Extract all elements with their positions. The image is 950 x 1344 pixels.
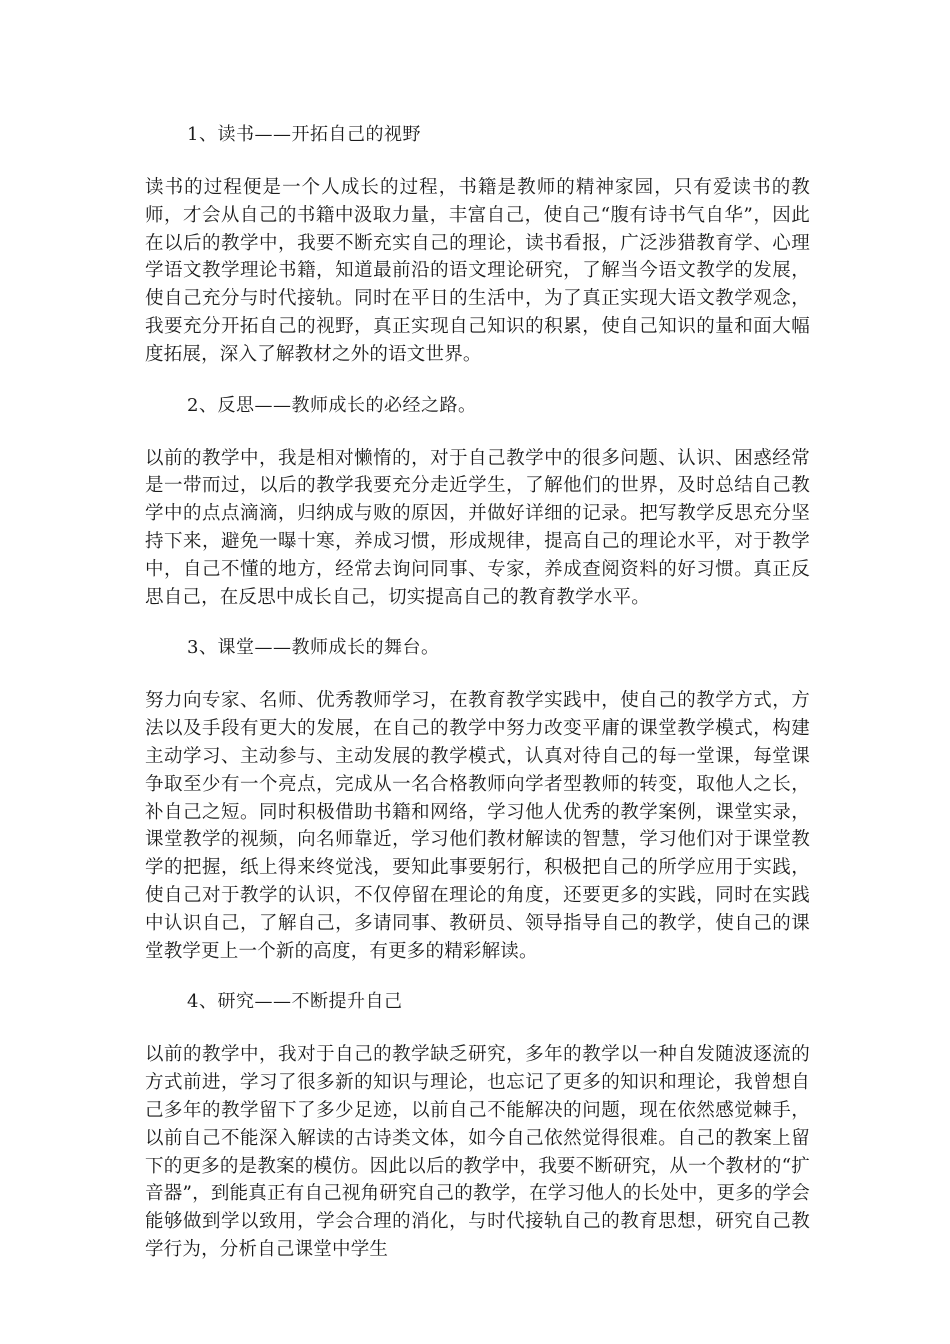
section-heading-reflection: 2、反思——教师成长的必经之路。 [187, 394, 477, 416]
section-heading-research: 4、研究——不断提升自己 [187, 991, 403, 1013]
section-paragraph-research: 以前的教学中，我对于自己的教学缺乏研究，多年的教学以一种自发随波逐流的方式前进，学习了很多新的知识与理论，也忘记了更多的知识和理论，我曾想自己多年的教学留下了多少足迹，以前自己不能解决的问题，现在依然感觉棘手，以前自己不能深入解读的古诗类文体，如今自己依然觉得很难。自己的教案上留下的更多的是教案的模仿。因此以后的教学中，我要不断研究，从一个教材的“扩音器”，到能真正有自己视角研究自己的教学，在学习他人的长处中，更多的学会能够做到学以致用，学会合理的消化，与时代接轨自己的教育思想，研究自己教学行为，分析自己课堂中学生 [145, 1044, 810, 1260]
section-paragraph-reading: 读书的过程便是一个人成长的过程，书籍是教师的精神家园，只有爱读书的教师，才会从自己的书籍中汲取力量，丰富自己，使自己“腹有诗书气自华”，因此在以后的教学中，我要不断充实自己的理论，读书看报，广泛涉猎教育学、心理学语文教学理论书籍，知道最前沿的语文理论研究，了解当今语文教学的发展，使自己充分与时代接轨。同时在平日的生活中，为了真正实现大语文教学观念，我要充分开拓自己的视野，真正实现自己知识的积累，使自己知识的量和面大幅度拓展，深入了解教材之外的语文世界。 [145, 177, 810, 365]
document-body [145, 118, 810, 1284]
section-paragraph-reflection: 以前的教学中，我是相对懒惰的，对于自己教学中的很多问题、认识、困惑经常是一带而过，以后的教学我要充分走近学生，了解他们的世界，及时总结自己教学中的点点滴滴，归纳成与败的原因，并做好详细的记录。把写教学反思充分坚持下来，避免一曝十寒，养成习惯，形成规律，提高自己的理论水平，对于教学中，自己不懂的地方，经常去询问同事、专家，养成查阅资料的好习惯。真正反思自己，在反思中成长自己，切实提高自己的教育教学水平。 [145, 447, 810, 608]
section-paragraph-classroom: 努力向专家、名师、优秀教师学习，在教育教学实践中，使自己的教学方式，方法以及手段有更大的发展，在自己的教学中努力改变平庸的课堂教学模式，构建主动学习、主动参与、主动发展的教学模式，认真对待自己的每一堂课，每堂课争取至少有一个亮点，完成从一名合格教师向学者型教师的转变，取他人之长，补自己之短。同时积极借助书籍和网络，学习他人优秀的教学案例，课堂实录，课堂教学的视频，向名师靠近，学习他们教材解读的智慧，学习他们对于课堂教学的把握，纸上得来终觉浅，要知此事要躬行，积极把自己的所学应用于实践，使自己对于教学的认识，不仅停留在理论的角度，还要更多的实践，同时在实践中认识自己，了解自己，多请同事、教研员、领导指导自己的教学，使自己的课堂教学更上一个新的高度，有更多的精彩解读。 [145, 690, 810, 962]
section-heading-reading: 1、读书——开拓自己的视野 [187, 124, 421, 145]
section-heading-classroom: 3、课堂——教师成长的舞台。 [187, 637, 440, 659]
